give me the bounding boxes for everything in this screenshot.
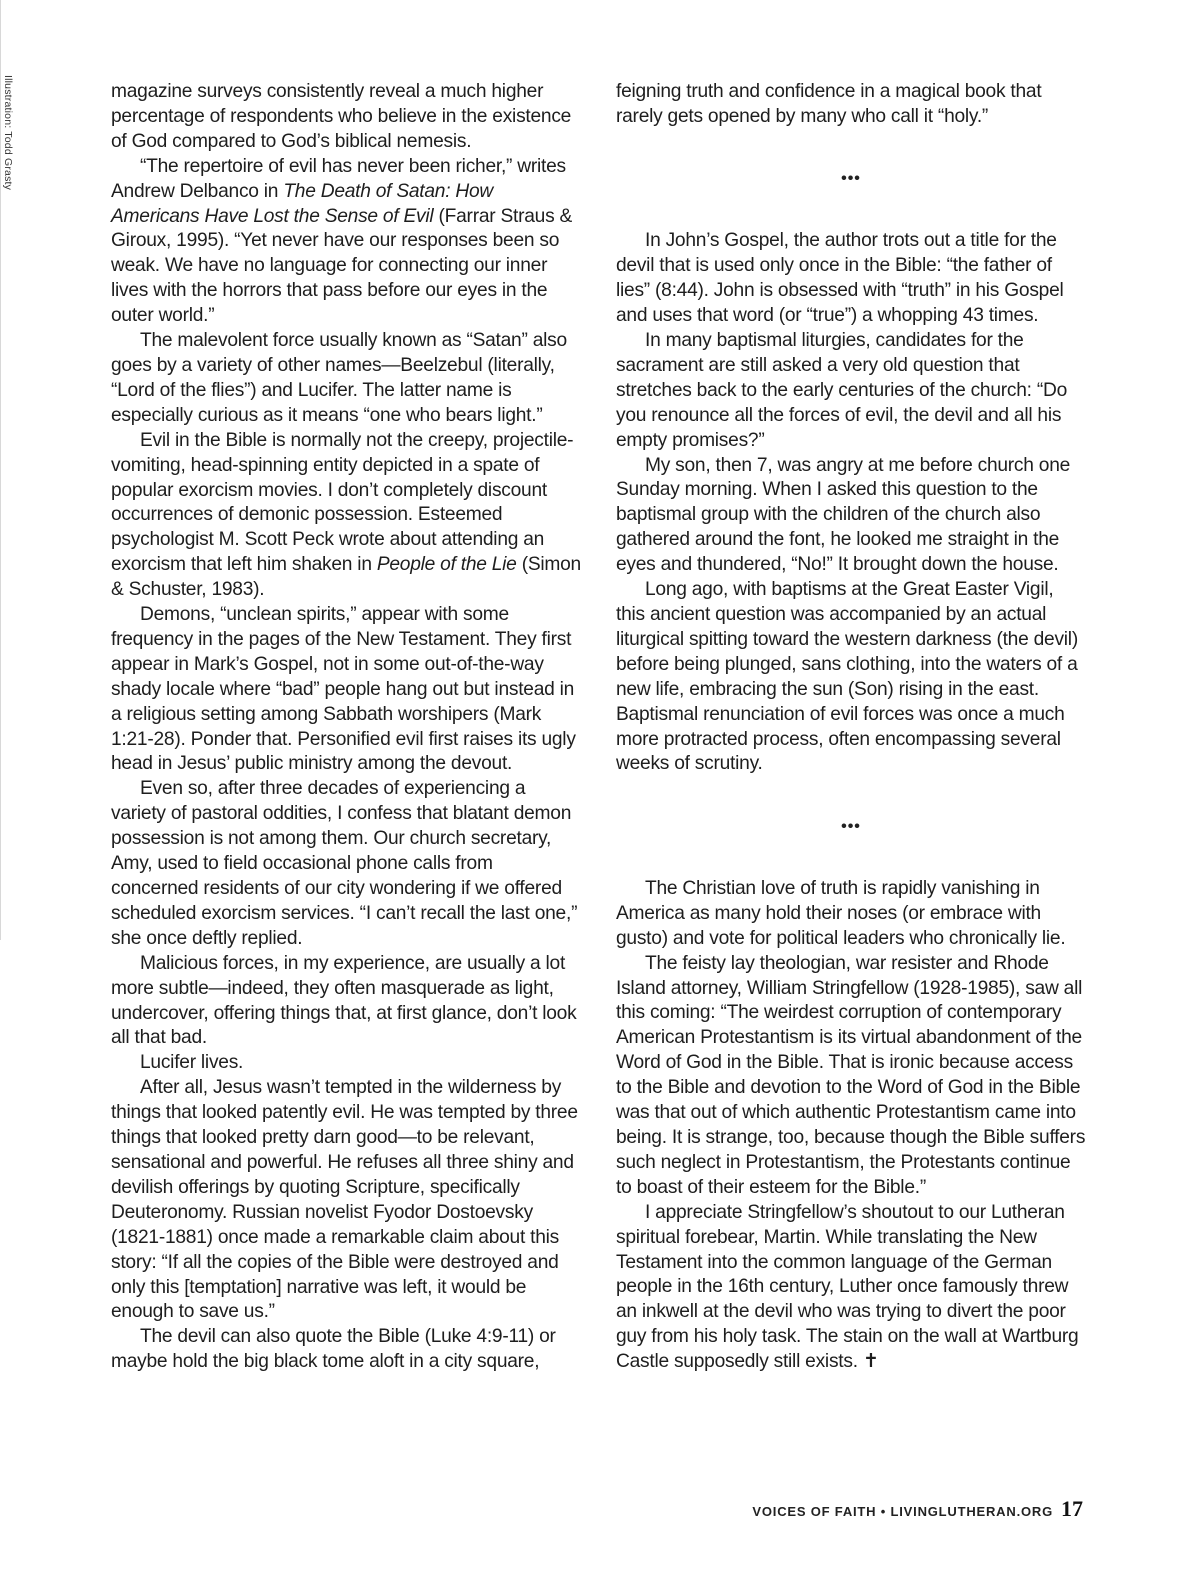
paragraph	[111, 80, 581, 155]
section-divider	[616, 777, 1086, 877]
illustration-credit-text: Illustration: Todd Grasty	[2, 75, 14, 191]
paragraph	[616, 578, 1086, 777]
text-run: (Simon & Schuster, 1983).	[111, 554, 581, 601]
text-run: In John’s Gospel, the author trots out a title for the devil that is used only once in the Bible: “the father of lies” (8:44). John is obsessed with “truth” in his Gospel and uses that word (or “true”) a whopping 43 times.	[616, 230, 1064, 327]
text-run: The malevolent force usually known as “Satan” also goes by a variety of other names—Beelzebul (literally, “Lord of the flies”) and Lucifer. The latter name is especially curious as it means “one who bears light.”	[111, 330, 567, 426]
paragraph	[616, 952, 1086, 1201]
paragraph	[111, 1325, 581, 1375]
text-run: Long ago, with baptisms at the Great Easter Vigil, this ancient question was accompanied by an actual liturgical spitting toward the western darkness (the devil) before being plunged, sans clothing, into the waters of a new life, embracing the sun (Son) rising in the east. Baptismal renunciation of evil forces was once a much more protracted process, often encompassing several weeks of scrutiny.	[616, 579, 1078, 775]
text-run: The feisty lay theologian, war resister and Rhode Island attorney, William Stringfellow (1928-1985), saw all this coming: “The weirdest corruption of contemporary American Protestantism is its virtual abandonment of the Word of God in the Bible. That is ironic because access to the Bible and devotion to the Word of God in the Bible was that out of which authentic Protestantism came into being. It is strange, too, because though the Bible suffers such neglect in Protestantism, the Protestants continue to boast of their esteem for the Bible.”	[616, 952, 1086, 1198]
text-run: I appreciate Stringfellow’s shoutout to our Lutheran spiritual forebear, Martin. While translating the New Testament into the common language of the German people in the 16th century, Luther once famously threw an inkwell at the devil who was trying to divert the poor guy from his holy task. The stain on the wall at Wartburg Castle supposedly still exists. ✝	[616, 1201, 1079, 1373]
text-run: Lucifer lives.	[140, 1052, 244, 1074]
paragraph	[616, 329, 1086, 454]
section-divider	[616, 130, 1086, 230]
paragraph	[111, 329, 581, 429]
text-run: Even so, after three decades of experiencing a variety of pastoral oddities, I confess that blatant demon possession is not among them. Our church secretary, Amy, used to field occasional phone calls from concerned residents of our city wondering if we offered scheduled exorcism services. “I can’t recall the last one,” she once deftly replied.	[111, 778, 578, 949]
paragraph	[111, 429, 581, 603]
page-footer	[752, 1496, 1083, 1522]
text-run: “The repertoire of evil has never been richer,” writes Andrew Delbanco in	[111, 155, 566, 202]
page-number: 17	[1061, 1496, 1083, 1521]
paragraph	[111, 777, 581, 951]
paragraph	[111, 1051, 581, 1076]
paragraph	[111, 603, 581, 777]
italic-title: The Death of Satan: How Americans Have Lost the Sense of Evil	[111, 180, 494, 227]
text-run: Malicious forces, in my experience, are usually a lot more subtle—indeed, they often masquerade as light, undercover, offering things that, at first glance, don’t look all that bad.	[111, 952, 577, 1049]
italic-title: People of the Lie	[376, 554, 517, 576]
text-run: In many baptismal liturgies, candidates for the sacrament are still asked a very old question that stretches back to the early centuries of the church: “Do you renounce all the forces of evil, the devil and all his empty promises?”	[616, 330, 1067, 451]
text-run: The Christian love of truth is rapidly vanishing in America as many hold their noses (or embrace with gusto) and vote for political leaders who chronically lie.	[616, 877, 1066, 949]
paragraph	[111, 1076, 581, 1325]
text-run: The devil can also quote the Bible (Luke 4:9-11) or maybe hold the big black tome aloft in a city square,	[111, 1326, 556, 1373]
text-run: My son, then 7, was angry at me before church one Sunday morning. When I asked this question to the baptismal group with the children of the church also gathered around the font, he looked me straight in the eyes and thundered, “No!” It brought down the house.	[616, 454, 1071, 576]
paragraph	[111, 155, 581, 329]
text-run: feigning truth and confidence in a magical book that rarely gets opened by many who call it “holy.”	[616, 81, 1042, 127]
margin-rule	[0, 0, 1, 940]
text-run: •••	[841, 817, 861, 835]
text-run: Evil in the Bible is normally not the creepy, projectile-vomiting, head-spinning entity depicted in a spate of popular exorcism movies. I don’t completely discount occurrences of demonic possession. Esteemed psychologist M. Scott Peck wrote about attending an exorcism that left him shaken in	[111, 429, 574, 576]
paragraph	[616, 229, 1086, 329]
paragraph	[616, 80, 1086, 130]
paragraph	[111, 952, 581, 1052]
paragraph	[616, 877, 1086, 952]
footer-publication: VOICES OF FAITH • LIVINGLUTHERAN.ORG	[752, 1504, 1053, 1519]
article-column-right	[616, 80, 1086, 1375]
text-run: •••	[841, 170, 861, 188]
text-run: (Farrar Straus & Giroux, 1995). “Yet never have our responses been so weak. We have no language for connecting our inner lives with the horrors that pass before our eyes in the outer world.”	[111, 205, 573, 327]
text-run: After all, Jesus wasn’t tempted in the wilderness by things that looked patently evil. He was tempted by three things that looked pretty darn good—to be relevant, sensational and powerful. He refuses all three shiny and devilish offerings by quoting Scripture, specifically Deuteronomy. Russian novelist Fyodor Dostoevsky (1821-1881) once made a remarkable claim about this story: “If all the copies of the Bible were destroyed and only this [temptation] narrative was left, it would be enough to save us.”	[111, 1077, 578, 1323]
illustration-credit	[2, 75, 16, 215]
article-column-left	[111, 80, 581, 1375]
paragraph	[616, 454, 1086, 579]
text-run: Demons, “unclean spirits,” appear with some frequency in the pages of the New Testament. They first appear in Mark’s Gospel, not in some out-of-the-way shady locale where “bad” people hang out but instead in a religious setting among Sabbath worshipers (Mark 1:21-28). Ponder that. Personified evil first raises its ugly head in Jesus’ public ministry among the devout.	[111, 604, 576, 775]
paragraph	[616, 1201, 1086, 1375]
text-run: magazine surveys consistently reveal a much higher percentage of respondents who believe in the existence of God compared to God’s biblical nemesis.	[111, 81, 572, 152]
